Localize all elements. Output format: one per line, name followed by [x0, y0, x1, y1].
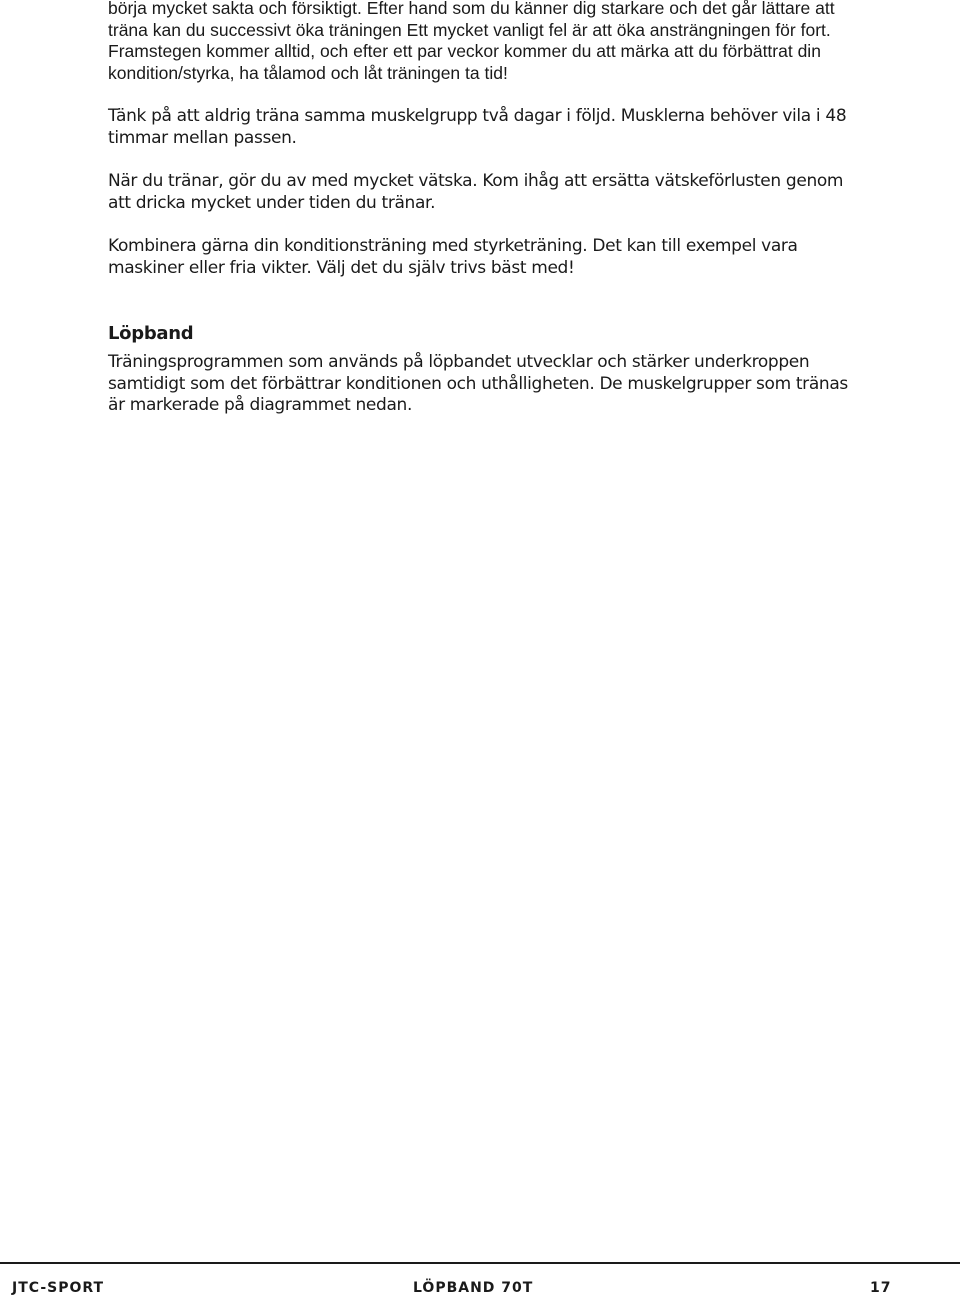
footer-product: LÖPBAND 70T [413, 1280, 534, 1296]
section-heading: Löpband [108, 323, 194, 344]
footer-brand: JTC-SPORT [12, 1280, 105, 1296]
paragraph-treadmill: Träningsprogrammen som används på löpbandet utvecklar och stärker underkroppen samtidigt som det förbättrar konditionen och uthålligheten. De muskelgrupper som tränas är markerade på diagrammet nedan. [108, 352, 848, 415]
paragraph-rest: Tänk på att aldrig träna samma muskelgrupp två dagar i följd. Musklerna behöver vila i 48 timmar mellan passen. [108, 106, 847, 148]
intro-text [108, 0, 848, 279]
paragraph-progression: börja mycket sakta och försiktigt. Efter hand som du känner dig starkare och det går lättare att träna kan du successivt öka träningen Ett mycket vanligt fel är att öka ansträngningen för fort. Framstegen kommer alltid, och efter ett par veckor kommer du att märka att du förbättrat din kondition/styrka, ha tålamod och låt träningen ta tid! [108, 0, 835, 83]
page-number: 17 [870, 1280, 892, 1296]
section-body [108, 352, 848, 417]
paragraph-combine: Kombinera gärna din konditionsträning med styrketräning. Det kan till exempel vara maskiner eller fria vikter. Välj det du själv trivs bäst med! [108, 236, 798, 278]
footer-divider [0, 1262, 960, 1264]
paragraph-hydration: När du tränar, gör du av med mycket vätska. Kom ihåg att ersätta vätskeförlusten genom att dricka mycket under tiden du tränar. [108, 171, 844, 213]
